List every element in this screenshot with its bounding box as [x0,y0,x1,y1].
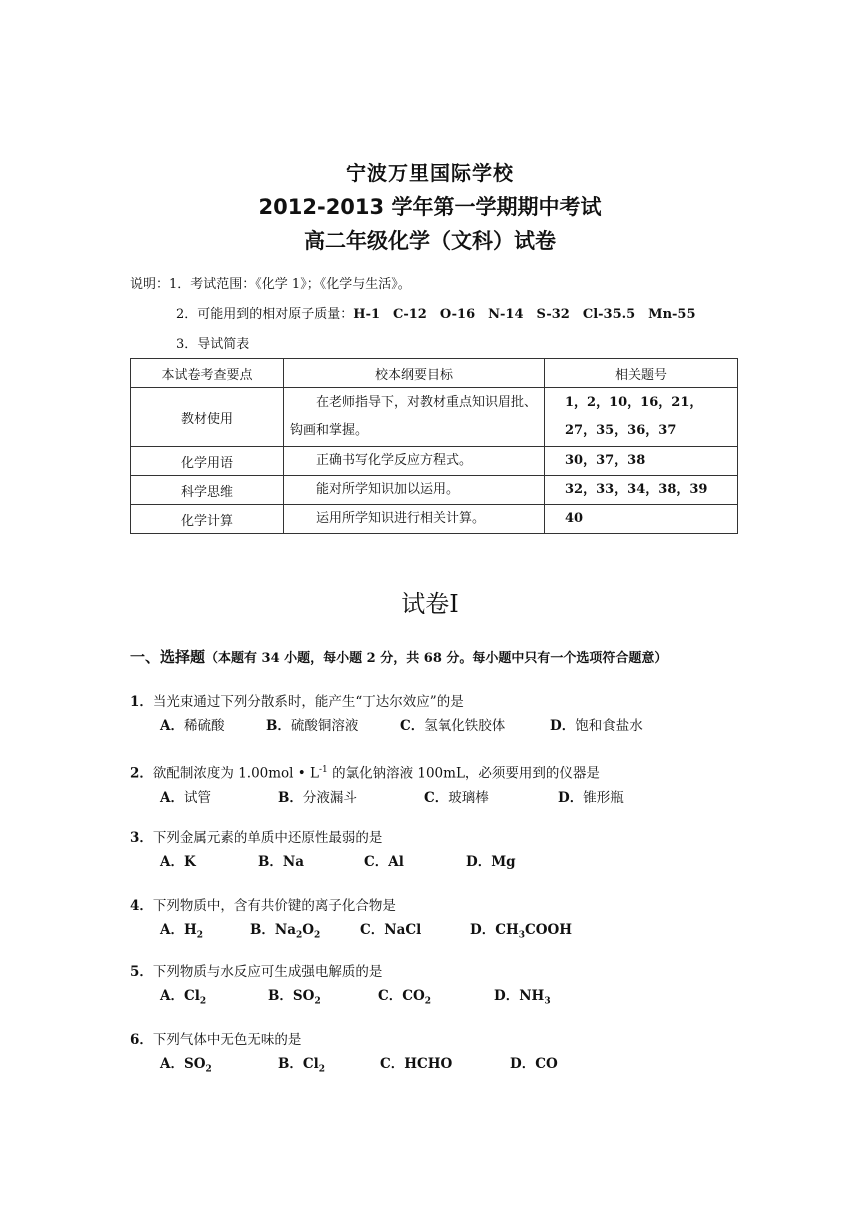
exam-notes [130,270,696,360]
guide-table [130,358,738,534]
table-cell: 32，33，34，38，39 [545,476,738,505]
option-label: B． [266,718,291,734]
option-a [160,984,268,1014]
option-label: B． [278,1056,303,1072]
header-cell: 相关题号 [545,359,738,388]
option-text: COOH [524,922,573,938]
part-title: 一、选择题 [130,648,206,666]
subscript: 2 [314,930,321,941]
option-text: 分液漏斗 [302,789,357,806]
option-d [510,1052,558,1082]
option-row [130,786,624,810]
table-cell: 化学用语 [131,447,284,476]
option-a [160,786,278,810]
question-text: 当光束通过下列分散系时，能产生“丁达尔效应”的是 [152,694,464,710]
option-label: B． [278,789,303,806]
question-stem [130,1028,558,1052]
option-text: SO [292,988,315,1004]
question-4 [130,894,572,948]
option-label: C． [364,854,389,870]
subscript: 2 [199,996,207,1007]
option-text: Cl [302,1056,319,1072]
question-number: 5． [130,964,153,980]
option-text: 硫酸铜溶液 [290,718,359,734]
option-b [250,918,360,948]
part-heading [130,646,667,667]
notes-masses: H-1 C-12 O-16 N-14 S-32 Cl-35.5 Mn-55 [353,307,696,322]
table-cell: 科学思维 [131,476,284,505]
table-cell: 40 [545,505,738,534]
question-text: 欲配制浓度为 1.00mol • L [152,765,320,782]
option-label: C． [360,922,385,938]
option-b [278,1052,380,1082]
option-text: 锥形瓶 [583,789,624,806]
notes-line-2 [130,300,696,330]
question-text: 下列物质与水反应可生成强电解质的是 [152,964,383,980]
option-label: D． [494,988,520,1004]
option-label: B． [258,854,283,870]
option-text: NH [519,988,545,1004]
option-text: SO [183,1056,206,1072]
option-c [378,984,494,1014]
option-a [160,850,258,874]
question-stem [130,826,516,850]
option-label: A． [160,718,184,734]
subscript: 2 [196,930,204,941]
option-d [470,918,572,948]
option-d [494,984,551,1014]
option-label: C． [378,988,403,1004]
question-stem [130,894,572,918]
subscript: 2 [318,1064,326,1075]
question-number: 2． [130,765,153,782]
option-row [130,1052,558,1082]
option-text: Al [388,854,404,870]
option-label: A． [160,988,184,1004]
option-label: A． [160,789,184,806]
question-text: 下列气体中无色无味的是 [152,1032,302,1048]
option-text: CO [535,1056,558,1072]
option-d [558,786,624,810]
option-label: B． [250,922,275,938]
option-c [380,1052,510,1082]
paper-name: 高二年级化学（文科）试卷 [304,229,556,253]
question-3 [130,826,516,874]
question-number: 4． [130,898,153,914]
option-a [160,918,250,948]
option-text: Na [274,922,297,938]
subscript: 3 [518,930,525,941]
option-label: B． [268,988,293,1004]
option-b [266,714,400,738]
table-cell: 教材使用 [131,388,284,447]
notes-line-3: 3．导试简表 [176,337,250,352]
option-label: A． [160,1056,184,1072]
notes-label: 说明： [130,277,170,292]
notes-line-1 [130,270,696,300]
table-row [131,505,738,534]
option-text: 试管 [183,789,211,806]
superscript: -1 [319,765,328,775]
option-text: NaCl [384,922,422,938]
option-text: Cl [183,988,200,1004]
option-text: Mg [491,854,516,870]
table-cell: 1，2，10，16，21，27，35，36，37 [545,388,738,447]
notes-scope: 1．考试范围：《化学 1》；《化学与生活》。 [169,277,411,292]
option-c [360,918,470,948]
option-c [424,786,558,810]
exam-title-block [0,156,860,258]
question-number: 1． [130,694,153,710]
option-d [466,850,516,874]
subscript: 2 [205,1064,212,1075]
option-text: Na [282,854,305,870]
question-text: 下列金属元素的单质中还原性最弱的是 [152,830,383,846]
table-cell: 能对所学知识加以运用。 [284,476,545,505]
table-cell: 30，37，38 [545,447,738,476]
option-text: 玻璃棒 [448,789,489,806]
guide-table-header [131,359,738,388]
option-text: O [302,922,315,938]
option-label: A． [160,854,184,870]
table-row [131,476,738,505]
option-row [130,918,572,948]
option-label: C． [424,789,449,806]
option-c [400,714,550,738]
option-label: D． [558,789,584,806]
header-cell: 校本纲要目标 [284,359,545,388]
notes-mass-label: 2．可能用到的相对原子质量： [176,307,354,322]
table-cell: 化学计算 [131,505,284,534]
option-label: C． [400,718,425,734]
table-row [131,388,738,447]
question-number: 3． [130,830,153,846]
table-cell: 运用所学知识进行相关计算。 [284,505,545,534]
option-label: D． [466,854,492,870]
option-label: D． [550,718,576,734]
question-number: 6． [130,1032,153,1048]
section-title: 试卷Ⅰ [401,590,459,618]
table-cell: 正确书写化学反应方程式。 [284,447,545,476]
question-text: 下列物质中，含有共价键的离子化合物是 [152,898,396,914]
subscript: 2 [314,996,321,1007]
option-label: C． [380,1056,405,1072]
table-cell: 在老师指导下，对教材重点知识眉批、钩画和掌握。 [284,388,545,447]
question-stem [130,960,551,984]
part-description: （本题有 34 小题，每小题 2 分，共 68 分。每小题中只有一个选项符合题意） [205,651,668,666]
option-text: 氢氧化铁胶体 [424,718,506,734]
exam-name: 2012-2013 学年第一学期期中考试 [258,195,602,219]
question-2 [130,758,624,810]
subscript: 2 [424,996,432,1007]
question-text: 的氯化钠溶液 100mL，必须要用到的仪器是 [327,765,600,782]
school-name: 宁波万里国际学校 [346,161,514,185]
option-row [130,850,516,874]
option-text: HCHO [404,1056,453,1072]
option-row [130,714,643,738]
header-cell: 本试卷考查要点 [131,359,284,388]
option-c [364,850,466,874]
subscript: 3 [544,996,551,1007]
option-row [130,984,551,1014]
question-stem [130,690,643,714]
question-6 [130,1028,558,1082]
option-b [268,984,378,1014]
question-1 [130,690,643,738]
option-text: H [183,922,197,938]
option-text: CH [495,922,519,938]
option-label: D． [510,1056,536,1072]
option-b [258,850,364,874]
option-a [160,714,266,738]
option-text: 稀硫酸 [183,718,225,734]
option-text: CO [402,988,425,1004]
option-text: K [183,854,196,870]
question-5 [130,960,551,1014]
option-d [550,714,643,738]
question-stem [130,758,624,786]
option-a [160,1052,278,1082]
table-row [131,447,738,476]
option-label: D． [470,922,496,938]
option-b [278,786,424,810]
option-label: A． [160,922,184,938]
subscript: 2 [296,930,303,941]
option-text: 饱和食盐水 [575,718,643,734]
